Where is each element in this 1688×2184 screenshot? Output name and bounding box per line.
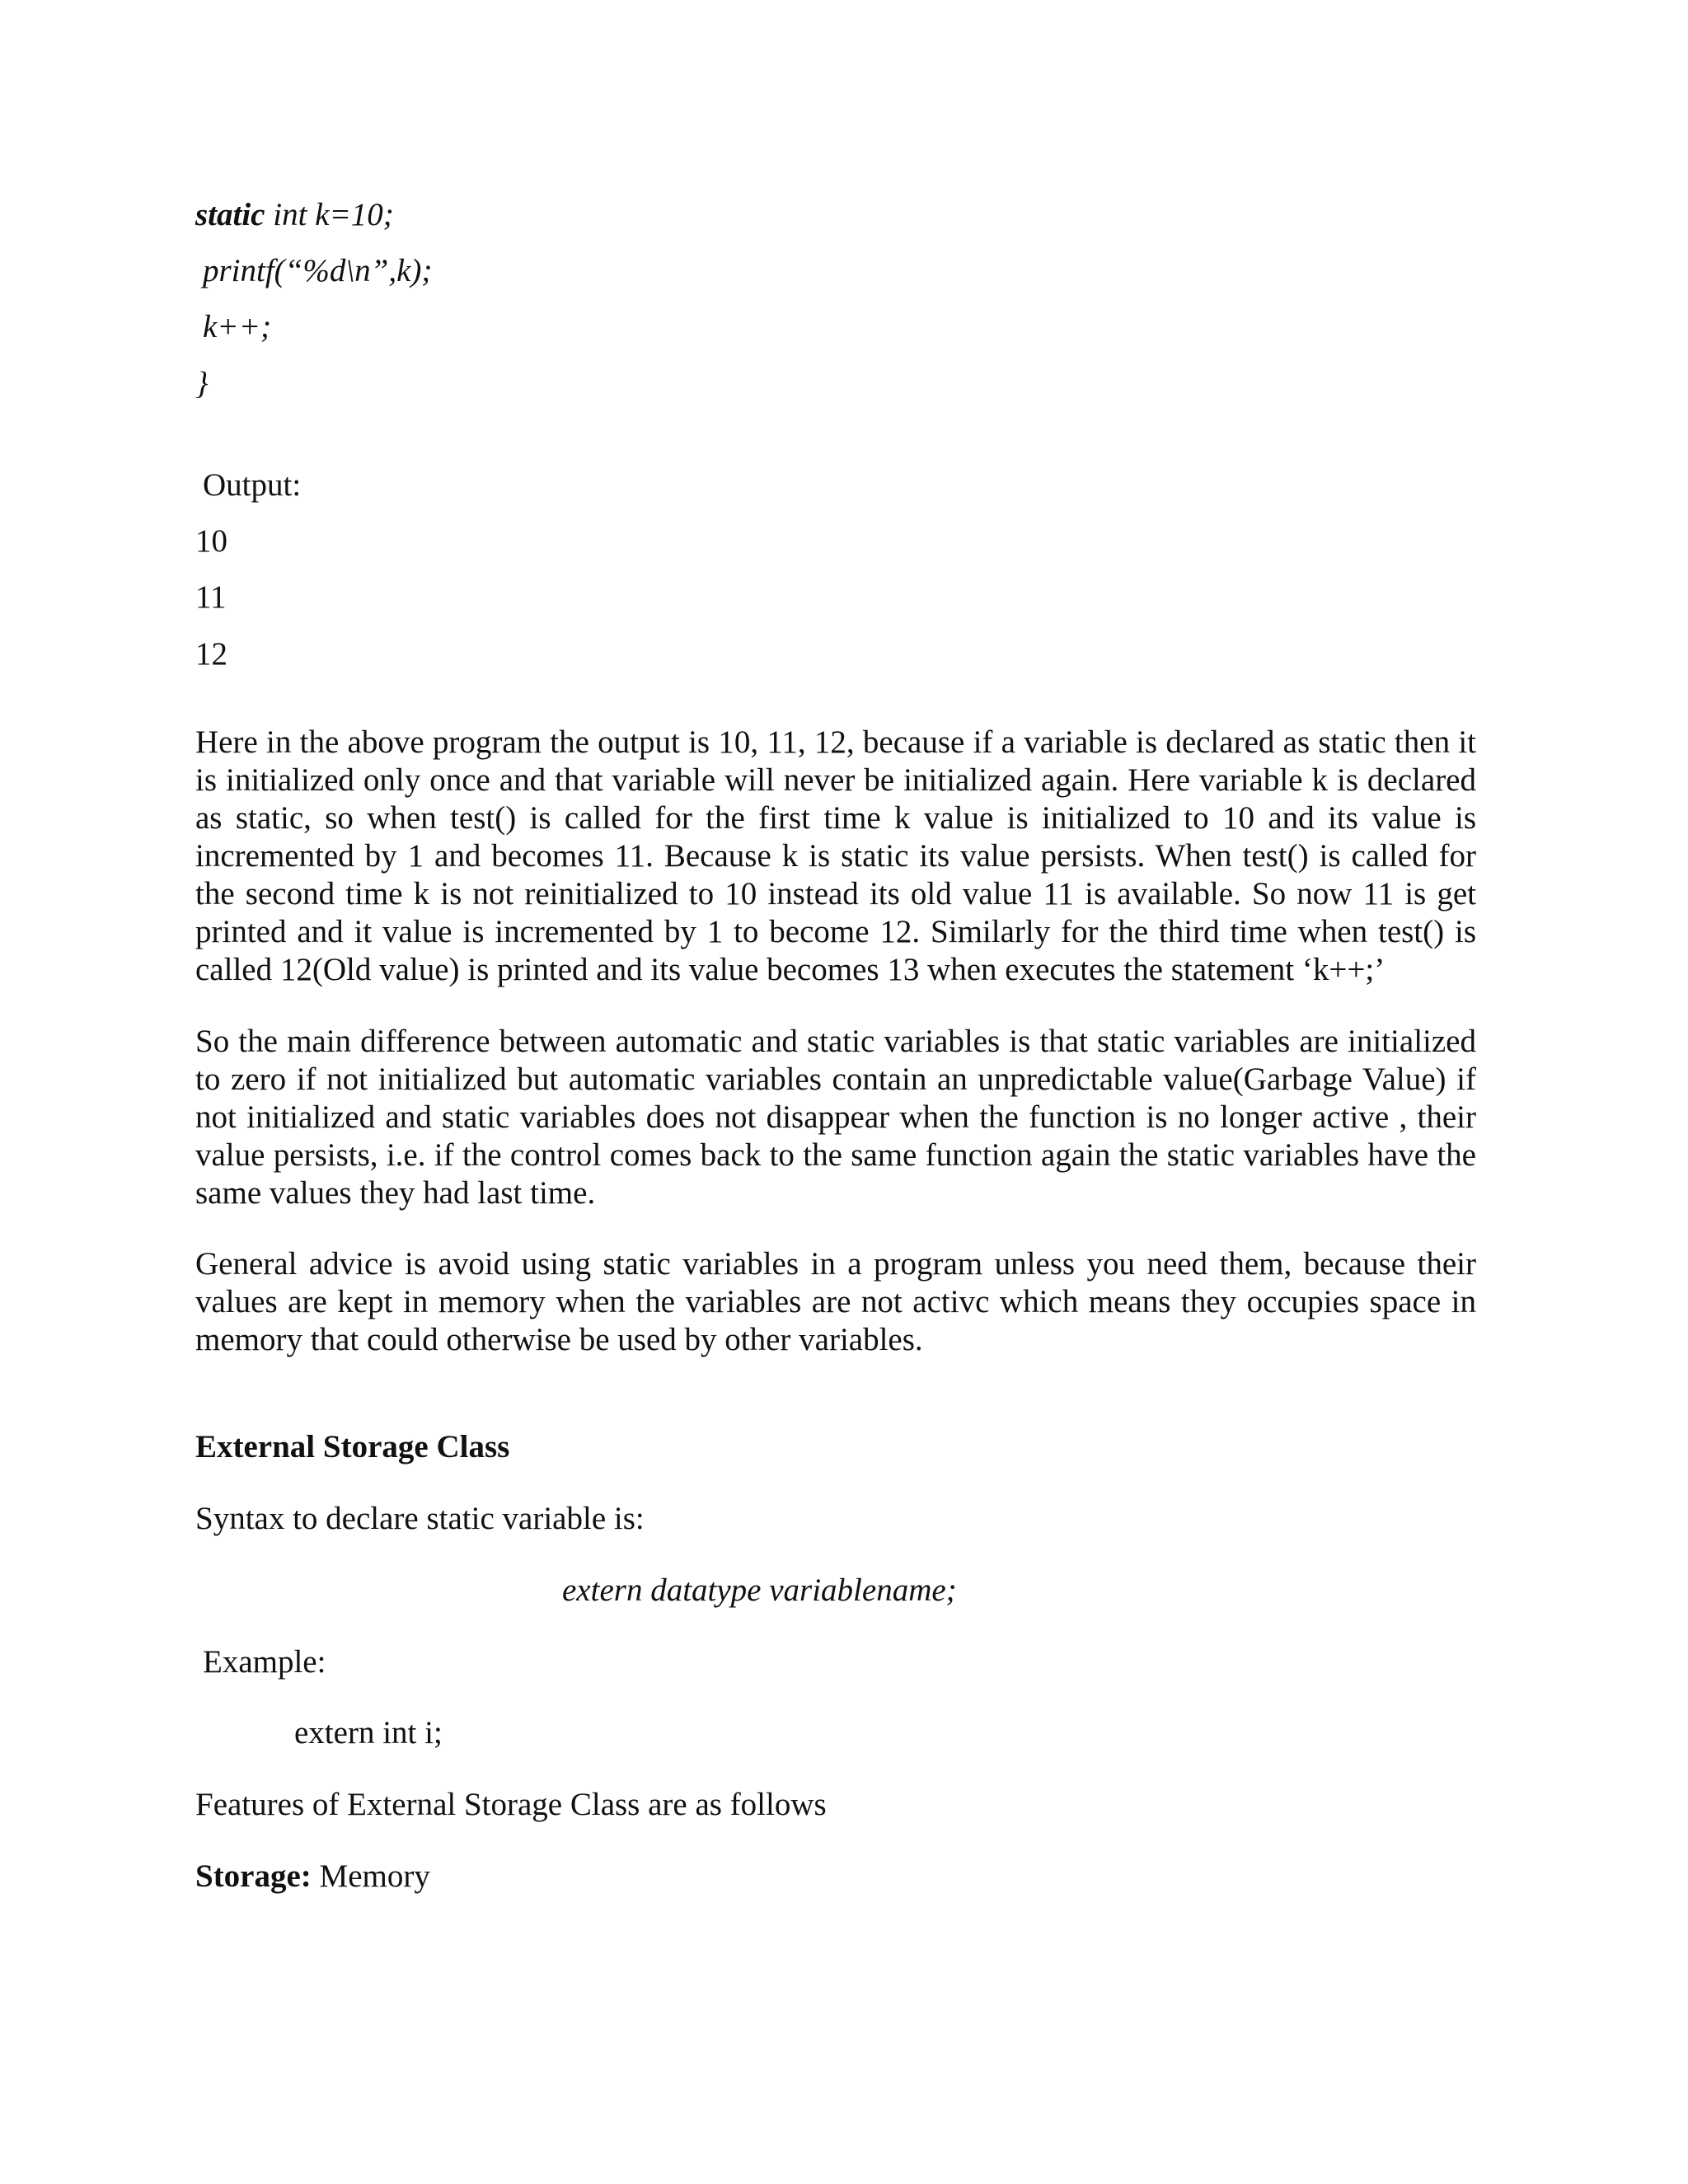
output-value-2: 11 (195, 579, 227, 615)
storage-value: Memory (311, 1858, 430, 1894)
code-line-static-declaration (195, 196, 394, 234)
syntax-extern-declaration: extern datatype variablename; (562, 1572, 957, 1608)
code-line-printf: printf(“%d\n”,k); (203, 253, 433, 288)
code-line-1-rest: int k=10; (265, 197, 394, 232)
paragraph-automatic-vs-static: So the main difference between automatic and static variables is that static variables are initialized to zero if not initialized but automatic variables contain an unpredictable value(Garbage Value) if not initialized and static variables does not disappear when the function is no longer active , their value persists, i.e. if the control comes back to the same function again the static variables have the same values they had last time. (195, 1024, 1476, 1211)
output-value-3: 12 (195, 636, 227, 672)
example-label: Example: (203, 1644, 326, 1680)
code-line-increment: k++; (203, 309, 271, 344)
code-line-closing-brace: } (195, 366, 209, 401)
syntax-label: Syntax to declare static variable is: (195, 1501, 645, 1536)
section-heading-external-storage-class: External Storage Class (195, 1429, 510, 1465)
example-code-extern-int: extern int i; (294, 1715, 443, 1750)
paragraph-general-advice: General advice is avoid using static variables in a program unless you need them, because their values are kept in memory when the variables are not activc which means they occupies space in memory that could otherwise be used by other variables. (195, 1246, 1476, 1357)
features-label: Features of External Storage Class are as follows (195, 1787, 827, 1822)
static-keyword: static (195, 197, 265, 232)
storage-feature-line (195, 1858, 430, 1896)
paragraph-static-explanation: Here in the above program the output is 10, 11, 12, because if a variable is declared as static then it is initialized only once and that variable will never be initialized again. Here variable k is declared as static, so when test() is called for the first time k value is initialized to 10 and its value is incremented by 1 and becomes 11. Because k is static its value persists. When test() is called for the second time k is not reinitialized to 10 instead its old value 11 is available. So now 11 is get printed and it value is incremented by 1 to become 12. Similarly for the third time when test() is called 12(Old value) is printed and its value becomes 13 when executes the statement ‘k++;’ (195, 724, 1476, 987)
storage-label: Storage: (195, 1858, 312, 1894)
output-label: Output: (203, 467, 302, 503)
output-value-1: 10 (195, 523, 227, 559)
